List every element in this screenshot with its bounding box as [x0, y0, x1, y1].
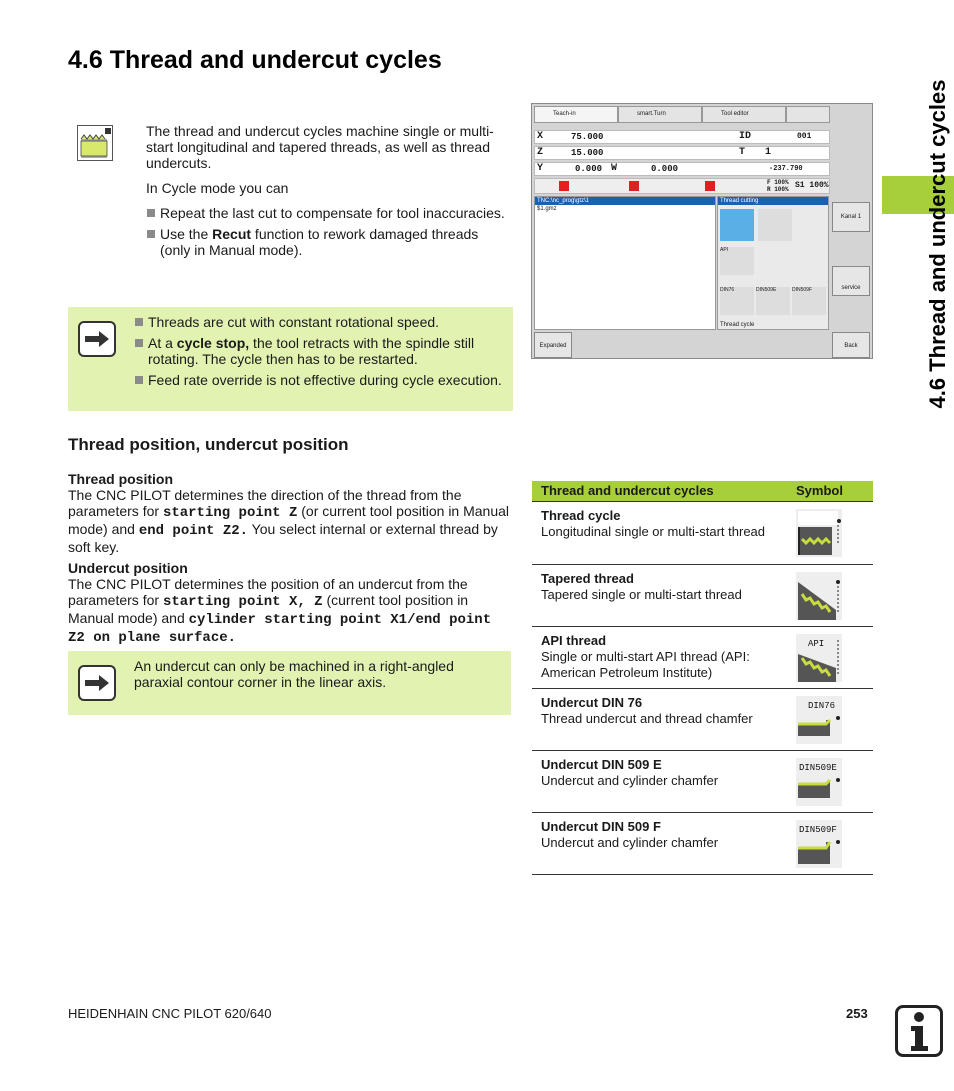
table-row: Undercut DIN 76 Thread undercut and thread chamfer DIN76	[532, 689, 873, 751]
table-row: Undercut DIN 509 E Undercut and cylinder chamfer DIN509E	[532, 751, 873, 813]
cnc-cycle-taper[interactable]	[758, 209, 792, 241]
note-box-1	[68, 307, 513, 411]
note2-text: An undercut can only be machined in a right-angled paraxial contour corner in the linear axis.	[134, 658, 454, 690]
cnc-row-z: Z 15.000 T 1	[534, 146, 830, 160]
intro-paragraph: The thread and undercut cycles machine single or multi-start longitudinal and tapered threads, as well as thread undercuts.	[146, 123, 494, 171]
softkey-back[interactable]: Back	[832, 332, 870, 358]
arrow-right-icon	[78, 321, 116, 357]
cnc-program-area: TNC:\nc_prog\gtz\1 $1.gmz	[534, 196, 716, 330]
thread-position-heading: Thread position	[68, 471, 173, 487]
undercut-position-heading: Undercut position	[68, 560, 188, 576]
thread-cycle-symbol	[796, 509, 842, 557]
page-number: 253	[846, 1006, 868, 1021]
softkey-expanded[interactable]: Expanded	[534, 332, 572, 358]
softkey-kanal[interactable]: Kanal 1	[832, 202, 870, 232]
intro-block	[146, 123, 512, 263]
cnc-row-x: X 75.000 ID 001	[534, 130, 830, 144]
din76-symbol-label: DIN76	[808, 701, 836, 711]
din509f-symbol	[796, 820, 842, 868]
cnc-screenshot	[531, 103, 873, 359]
softkey-service[interactable]: service	[832, 266, 870, 296]
tapered-thread-symbol	[796, 572, 842, 620]
din509f-symbol-label: DIN509F	[799, 825, 837, 835]
arrow-right-icon	[78, 665, 116, 701]
cycle-mode-text: In Cycle mode you can	[146, 180, 289, 196]
tab-extra[interactable]	[786, 106, 830, 123]
cnc-row-feeds: F 100% R 100% S1 100%	[534, 178, 830, 194]
table-header: Thread and undercut cycles Symbol	[532, 481, 873, 501]
table-row: Undercut DIN 509 F Undercut and cylinder chamfer DIN509F	[532, 813, 873, 875]
cnc-row-y: Y 0.000 W 0.000 -237.790	[534, 162, 830, 176]
din509e-symbol-label: DIN509E	[799, 763, 837, 773]
page-title: 4.6 Thread and undercut cycles	[68, 46, 442, 74]
table-row: Thread cycle Longitudinal single or multi-start thread	[532, 501, 873, 565]
thread-cycle-icon	[77, 125, 113, 161]
din76-symbol	[796, 696, 842, 744]
note1-item-3: Feed rate override is not effective during cycle execution.	[134, 372, 502, 388]
tab-tool-editor[interactable]: Tool editor	[702, 106, 786, 123]
note1-item-1: Threads are cut with constant rotational speed.	[134, 314, 502, 330]
table-row: Tapered thread Tapered single or multi-start thread	[532, 565, 873, 627]
cnc-cycle-din509f[interactable]: DIN509F	[792, 287, 826, 315]
undercut-position-block	[68, 560, 512, 646]
note1-item-2: At a cycle stop, the tool retracts with the spindle still rotating. The cycle then has to be restarted.	[134, 335, 502, 367]
thread-position-text: The CNC PILOT determines the direction of the thread from the parameters for starting point Z (or current tool position in Manual mode) and end point Z2. You select internal or external thread by soft key.	[68, 487, 510, 555]
cnc-cycle-din509e[interactable]: DIN509E	[756, 287, 790, 315]
cnc-cycle-din76[interactable]: DIN76	[720, 287, 754, 315]
api-thread-symbol	[796, 634, 842, 682]
tab-smart-turn[interactable]: smart.Turn	[618, 106, 702, 123]
cnc-cycle-thread[interactable]	[720, 209, 754, 241]
cnc-cycle-panel: Thread cutting API DIN76 DIN509E DIN509F Thread cycle	[717, 196, 829, 330]
cnc-cycle-api[interactable]: API	[720, 247, 754, 275]
footer-product: HEIDENHAIN CNC PILOT 620/640	[68, 1006, 272, 1021]
note-box-2	[68, 651, 511, 715]
thread-position-block	[68, 471, 512, 555]
side-title: 4.6 Thread and undercut cycles	[925, 79, 950, 409]
table-row: API thread Single or multi-start API thread (API: American Petroleum Institute) API	[532, 627, 873, 689]
intro-bullet-1: Repeat the last cut to compensate for tool inaccuracies.	[146, 205, 512, 221]
cycle-table	[532, 481, 873, 875]
din509e-symbol	[796, 758, 842, 806]
section-heading: Thread position, undercut position	[68, 435, 349, 454]
tab-teach-in[interactable]: Teach-in	[534, 106, 618, 123]
api-thread-symbol-label: API	[808, 639, 825, 649]
undercut-position-text: The CNC PILOT determines the position of an undercut from the parameters for starting point X, Z (current tool position in Manual mode) and cylinder starting point X1/end point Z2 on plane surface.	[68, 576, 492, 646]
info-icon	[895, 1005, 943, 1057]
intro-bullet-2: Use the Recut function to rework damaged threads (only in Manual mode).	[146, 226, 512, 258]
